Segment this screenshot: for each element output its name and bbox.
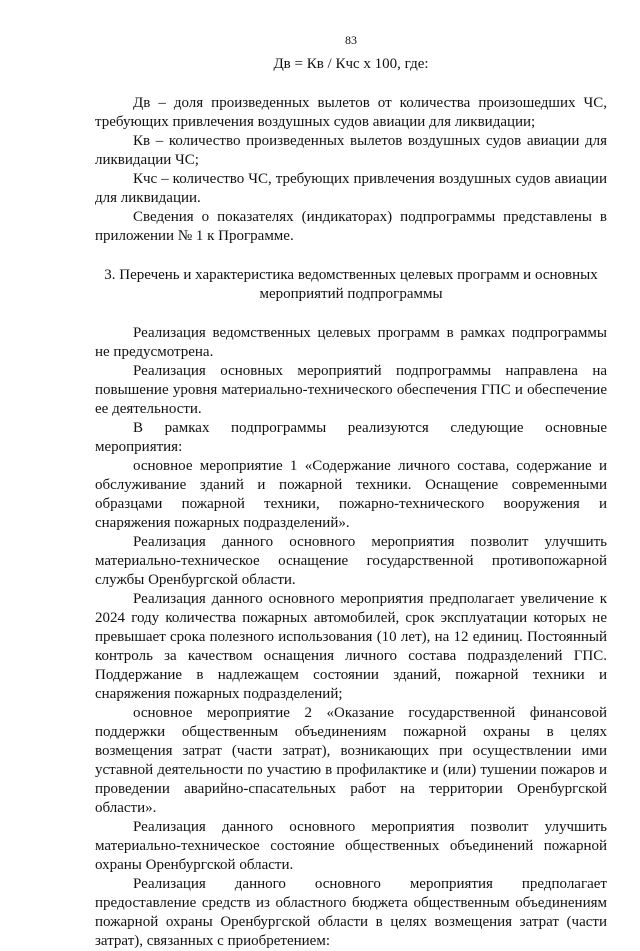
page-number: 83 [345, 33, 357, 47]
definition-kchs: Кчс – количество ЧС, требующих привлечения воздушных судов авиации для ликвидации. [95, 171, 607, 206]
paragraph: основное мероприятие 2 «Оказание государственной финансовой поддержки общественным объединениям пожарной охраны в целях возмещения затрат (части затрат), возникающих при осуществлении ими уставной деятельности по участию в профилактике и (или) тушении пожаров и проведении аварийно-спасательных работ на территории Оренбургской области». [95, 705, 607, 816]
formula: Дв = Кв / Кчс х 100, где: [273, 56, 429, 72]
section-heading: 3. Перечень и характеристика ведомственных целевых программ и основных мероприятий подпрограммы [104, 267, 598, 302]
paragraph: Реализация данного основного мероприятия позволит улучшить материально-техническое оснащение государственной противопожарной службы Оренбургской области. [95, 534, 607, 588]
paragraph: Реализация ведомственных целевых программ в рамках подпрограммы не предусмотрена. [95, 325, 607, 360]
paragraph: Реализация данного основного мероприятия предполагает предоставление средств из областного бюджета общественным объединениям пожарной охраны Оренбургской области в целях возмещения затрат (части затрат), связанных с приобретением: [95, 876, 607, 949]
definition-dv: Дв – доля произведенных вылетов от количества произошедших ЧС, требующих привлечения воздушных судов авиации для ликвидации; [95, 95, 607, 130]
paragraph: основное мероприятие 1 «Содержание личного состава, содержание и обслуживание зданий и пожарной техники. Оснащение современными образцами пожарной техники, пожарно-технического вооружения и снаряжения пожарных подразделений». [95, 458, 607, 531]
paragraph: Реализация данного основного мероприятия предполагает увеличение к 2024 году количества пожарных автомобилей, срок эксплуатации которых не превышает срока полезного использования (10 лет), на 12 единиц. Постоянный контроль за качеством оснащения личного состава подразделений ГПС. Поддержание в надлежащем состоянии зданий, пожарной техники и снаряжения пожарных подразделений; [95, 591, 607, 702]
definition-kv: Кв – количество произведенных вылетов воздушных судов авиации для ликвидации ЧС; [95, 133, 607, 168]
paragraph: Реализация данного основного мероприятия позволит улучшить материально-техническое состояние общественных объединений пожарной охраны Оренбургской области. [95, 819, 607, 873]
paragraph: Реализация основных мероприятий подпрограммы направлена на повышение уровня материально-технического обеспечения ГПС и обеспечение ее деятельности. [95, 363, 607, 417]
indicators-note: Сведения о показателях (индикаторах) подпрограммы представлены в приложении № 1 к Программе. [95, 209, 607, 244]
paragraph: В рамках подпрограммы реализуются следующие основные мероприятия: [95, 420, 607, 455]
